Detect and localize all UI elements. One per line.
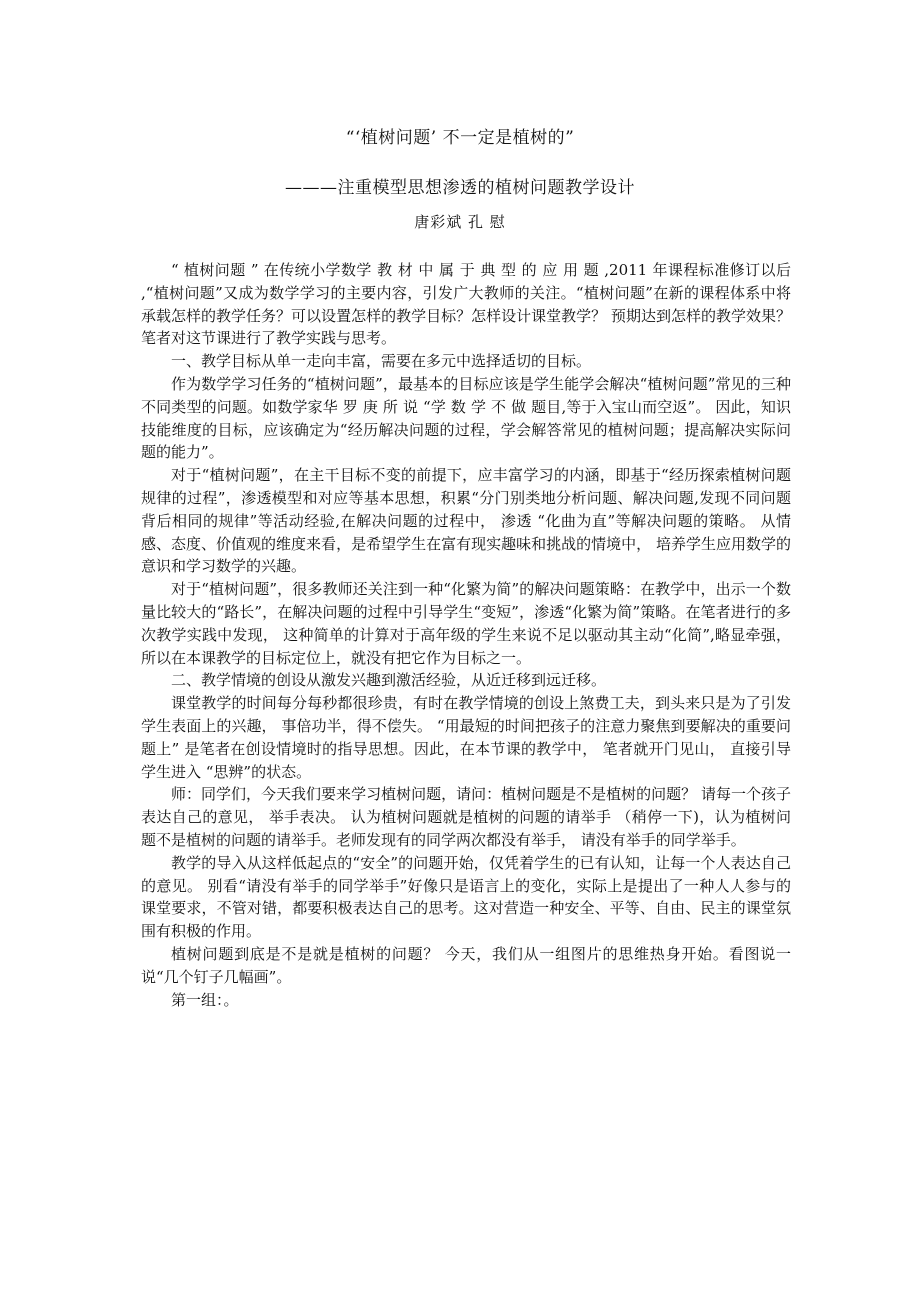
body-paragraph: 第一组：。 bbox=[171, 990, 239, 1009]
body-paragraph: 作为数学学习任务的“植树问题”，最基本的目标应该是学生能学会解决“植树问题”常见的三种不同类型的问题。如数学家华 罗 庚 所 说 “学 数 学 不 做 题目,等于入宝山而空返”。 因此，知识技能维度的目标，应该确定为“经历解决问题的过程，学会解答常见的植树问题；提高解决实际问题的能力”。 bbox=[141, 374, 791, 462]
body-paragraph: 对于“植树问题”，很多教师还关注到一种“化繁为简”的解决问题策略：在教学中，出示一个数量比较大的“路长”，在解决问题的过程中引导学生“变短”，渗透“化繁为简”策略。在笔者进行的多次教学实践中发现， 这种简单的计算对于高年级的学生来说不足以驱动其主动“化简”,略显牵强， 所以在本课教学的目标定位上，就没有把它作为目标之一。 bbox=[141, 580, 791, 667]
body-paragraph: 课堂教学的时间每分每秒都很珍贵，有时在教学情境的创设上煞费工夫，到头来只是为了引发学生表面上的兴趣， 事倍功半，得不偿失。 “用最短的时间把孩子的注意力聚焦到要解决的重要问题上” 是笔者在创设情境时的指导思想。因此，在本节课的教学中， 笔者就开门见山， 直接引导学生进入 “思辨”的状态。 bbox=[141, 694, 791, 781]
document-subtitle: ———注重模型思想渗透的植树问题教学设计 bbox=[285, 178, 635, 198]
section-heading: 一、教学目标从单一走向丰富，需要在多元中选择适切的目标。 bbox=[171, 352, 592, 371]
body-paragraph: 植树问题到底是不是就是植树的问题？ 今天，我们从一组图片的思维热身开始。看图说一说“几个钉子几幅画”。 bbox=[141, 944, 791, 986]
body-paragraph: 对于“植树问题”，在主干目标不变的前提下，应丰富学习的内涵，即基于“经历探索植树问题规律的过程”，渗透模型和对应等基本思想，积累“分门别类地分析问题、解决问题,发现不同问题背后相同的规律”等活动经验,在解决问题的过程中， 渗透 “化曲为直”等解决问题的策略。 从情感、态度、价值观的维度来看，是希望学生在富有现实趣味和挑战的情境中， 培养学生应用数学的意识和学习数学的兴趣。 bbox=[141, 466, 791, 576]
document-authors: 唐彩斌 孔 慰 bbox=[414, 213, 506, 231]
body-paragraph: 教学的导入从这样低起点的“安全”的问题开始，仅凭着学生的已有认知，让每一个人表达自己的意见。 别看“请没有举手的同学举手”好像只是语言上的变化，实际上是提出了一种人人参与的课堂要求，不管对错，都要积极表达自己的思考。这对营造一种安全、平等、自由、民主的课堂氛围有积极的作用。 bbox=[141, 853, 791, 941]
document-title: “‘植树问题’ 不一定是植树的” bbox=[345, 128, 575, 148]
section-heading: 二、教学情境的创设从激发兴趣到激活经验，从近迁移到远迁移。 bbox=[171, 671, 607, 690]
body-paragraph: 师：同学们，今天我们要来学习植树问题，请问：植树问题是不是植树的问题？ 请每一个孩子表达自己的意见， 举手表决。 认为植树问题就是植树的问题的请举手 （稍停一下)，认为植树问题不是植树的问题的请举手。老师发现有的同学两次都没有举手， 请没有举手的同学举手。 bbox=[141, 785, 791, 849]
document-body bbox=[141, 259, 791, 1011]
body-paragraph: “ 植树问题 ” 在传统小学数学 教 材 中 属 于 典 型 的 应 用 题 ,2011 年课程标准修订以后 ,“植树问题”又成为数学学习的主要内容，引发广大教师的关注。“植树问题”在新的课程体系中将承载怎样的教学任务？可以设置怎样的教学目标？怎样设计课堂教学？ 预期达到怎样的教学效果？笔者对这节课进行了教学实践与思考。 bbox=[141, 261, 791, 348]
